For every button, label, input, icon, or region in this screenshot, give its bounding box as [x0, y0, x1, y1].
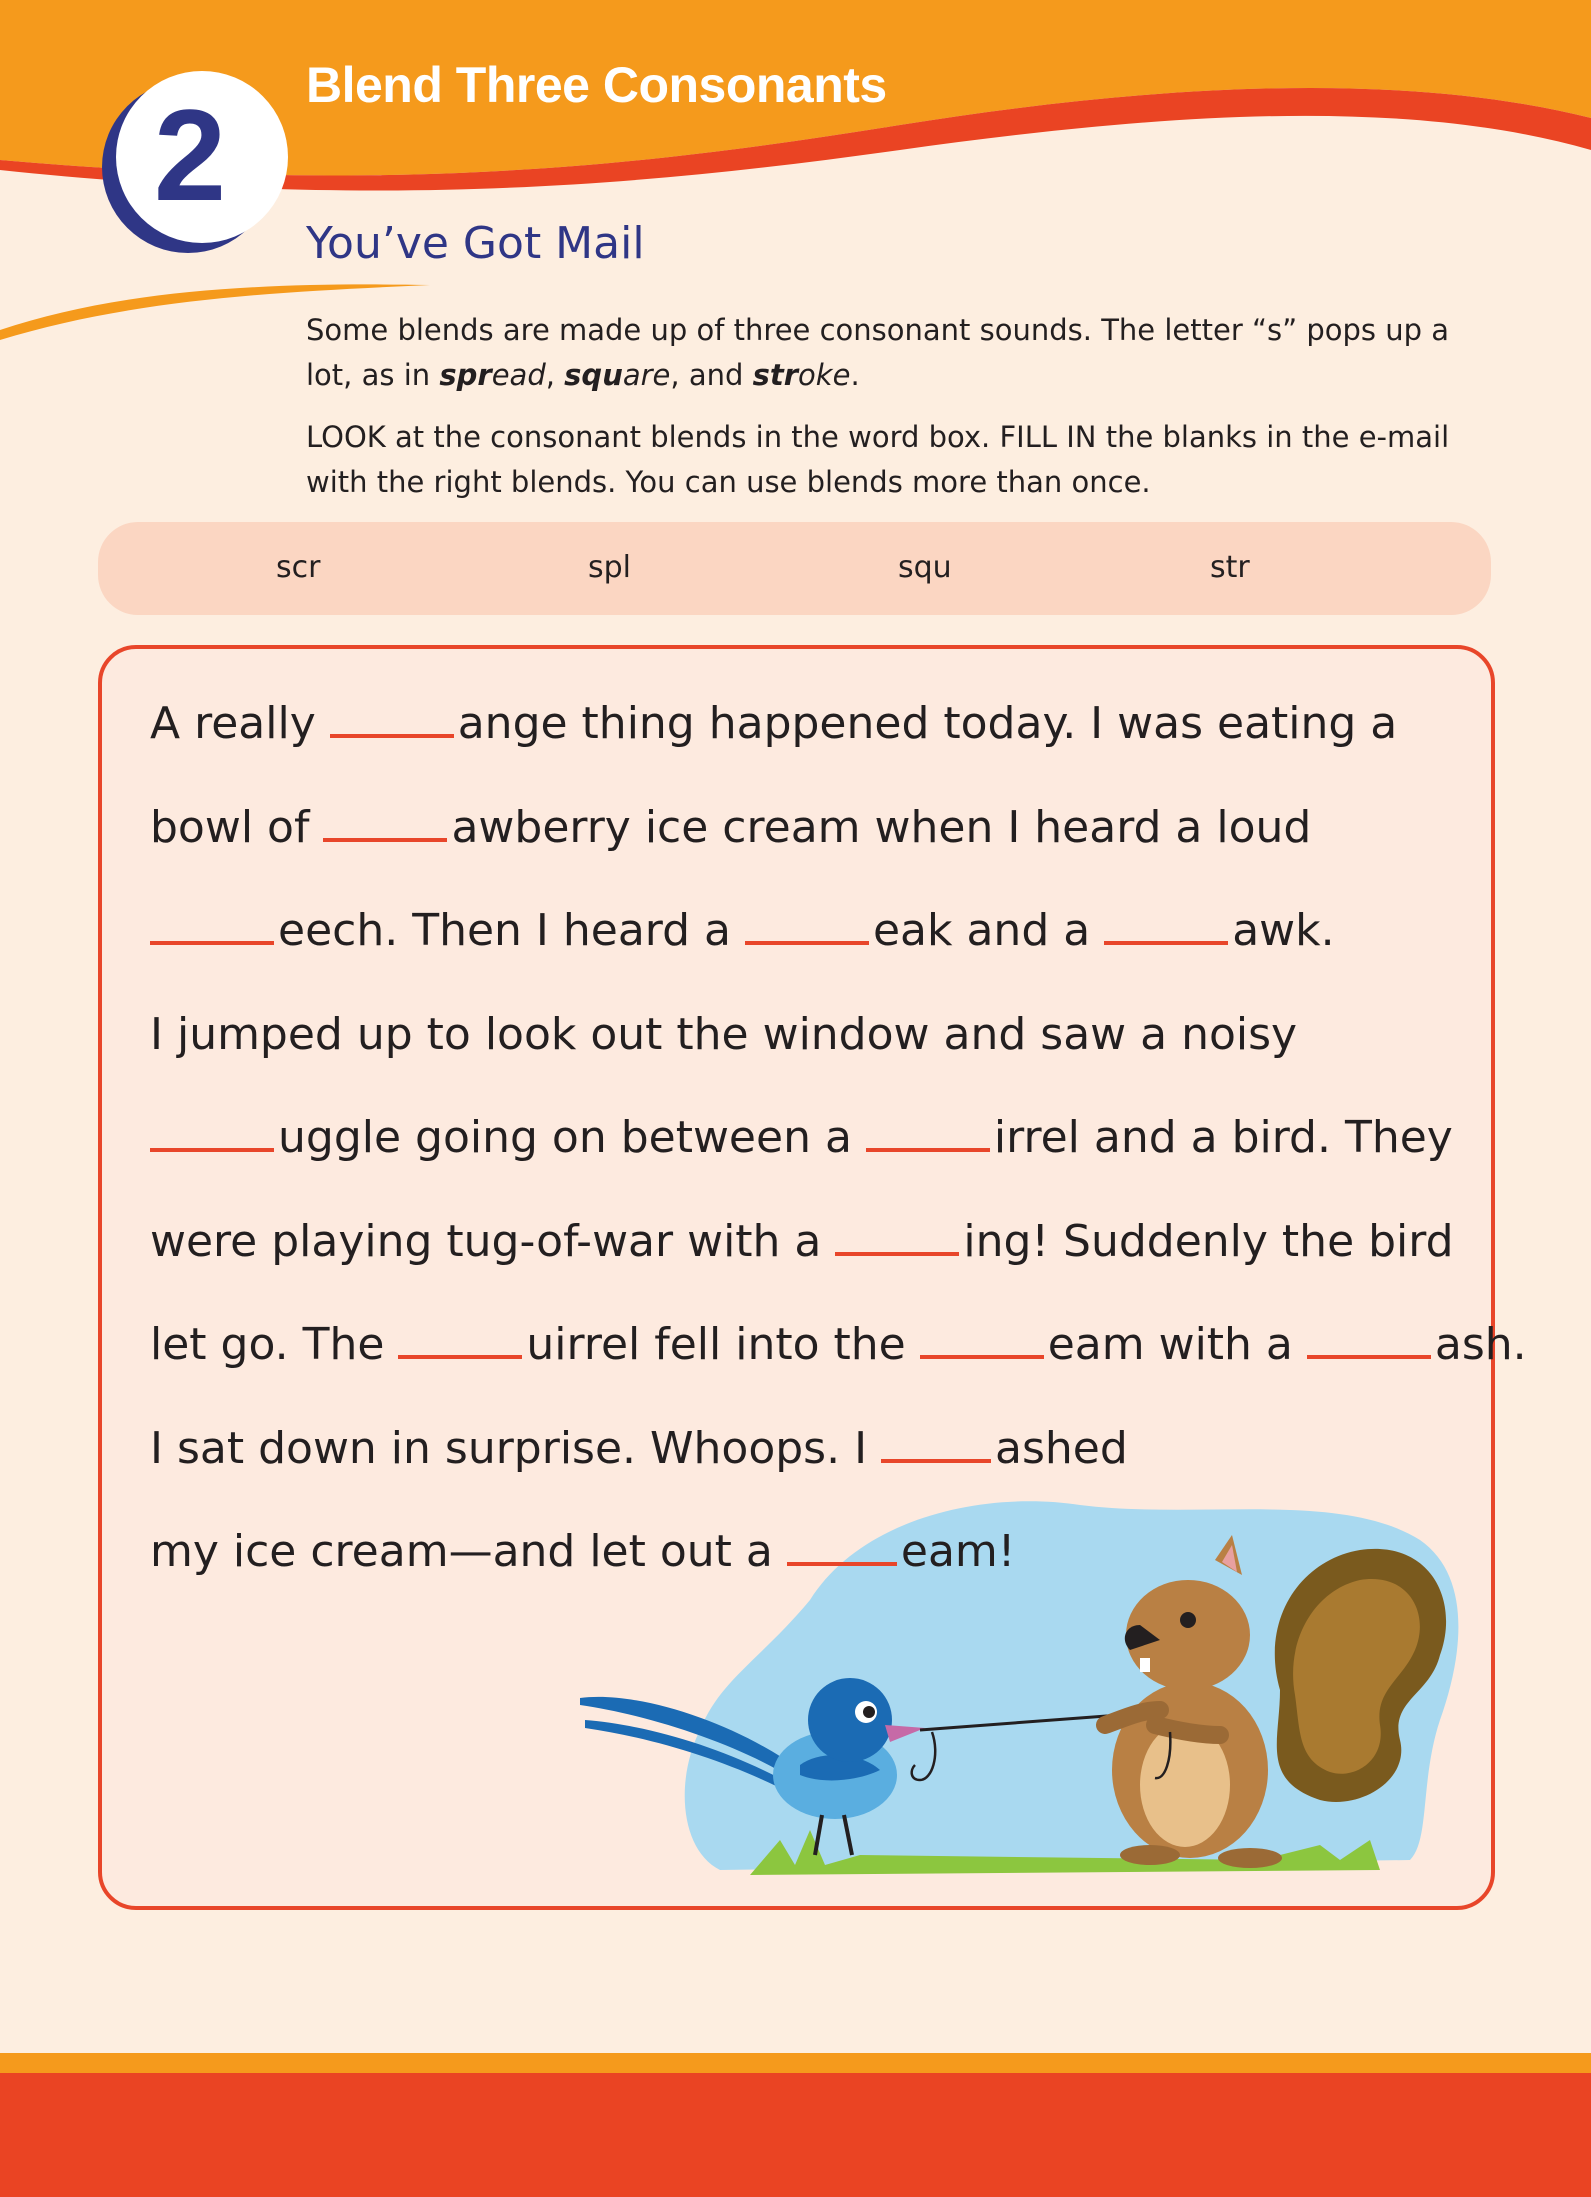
blank-7[interactable]	[866, 1106, 990, 1152]
story-line: were playing tug-of-war with a ing! Suddenly the bird	[150, 1190, 1480, 1294]
story-line: eech. Then I heard a eak and a awk.	[150, 879, 1480, 983]
story-line: my ice cream—and let out a eam!	[150, 1500, 1480, 1604]
unit-number: 2	[153, 82, 227, 228]
story-line: bowl of awberry ice cream when I heard a loud	[150, 776, 1480, 880]
unit-title: Blend Three Consonants	[306, 57, 887, 113]
blank-9[interactable]	[398, 1313, 522, 1359]
story-line: A really ange thing happened today. I was eating a	[150, 672, 1480, 776]
footer-stripe	[0, 2053, 1591, 2073]
blank-3[interactable]	[150, 899, 274, 945]
blank-2[interactable]	[323, 796, 447, 842]
blend-scr: scr	[276, 550, 321, 585]
footer-band	[0, 2073, 1591, 2197]
word-box	[98, 522, 1491, 615]
blank-6[interactable]	[150, 1106, 274, 1152]
email-story	[150, 672, 1527, 1604]
blend-squ: squ	[898, 550, 952, 585]
blank-5[interactable]	[1104, 899, 1228, 945]
blank-13[interactable]	[787, 1520, 897, 1566]
blank-12[interactable]	[881, 1417, 991, 1463]
instructions	[306, 308, 1486, 522]
blank-11[interactable]	[1307, 1313, 1431, 1359]
directions-paragraph: LOOK at the consonant blends in the word box. FILL IN the blanks in the e-mail with the right blends. You can use blends more than once.	[306, 420, 1450, 499]
blank-10[interactable]	[920, 1313, 1044, 1359]
story-line: I jumped up to look out the window and saw a noisy	[150, 1008, 1298, 1060]
blend-spl: spl	[588, 550, 632, 585]
page-title: You’ve Got Mail	[306, 218, 645, 269]
story-line: uggle going on between a irrel and a bird. They	[150, 1086, 1480, 1190]
story-line: let go. The uirrel fell into the eam with a ash.	[150, 1293, 1480, 1397]
intro-paragraph: Some blends are made up of three consonant sounds. The letter “s” pops up a lot, as in spread, square, and stroke.	[306, 313, 1450, 392]
blank-4[interactable]	[745, 899, 869, 945]
blank-1[interactable]	[330, 692, 454, 738]
blank-8[interactable]	[835, 1210, 959, 1256]
story-line: I sat down in surprise. Whoops. I ashed	[150, 1397, 1480, 1501]
blend-str: str	[1210, 550, 1250, 585]
unit-number-badge	[100, 65, 290, 255]
